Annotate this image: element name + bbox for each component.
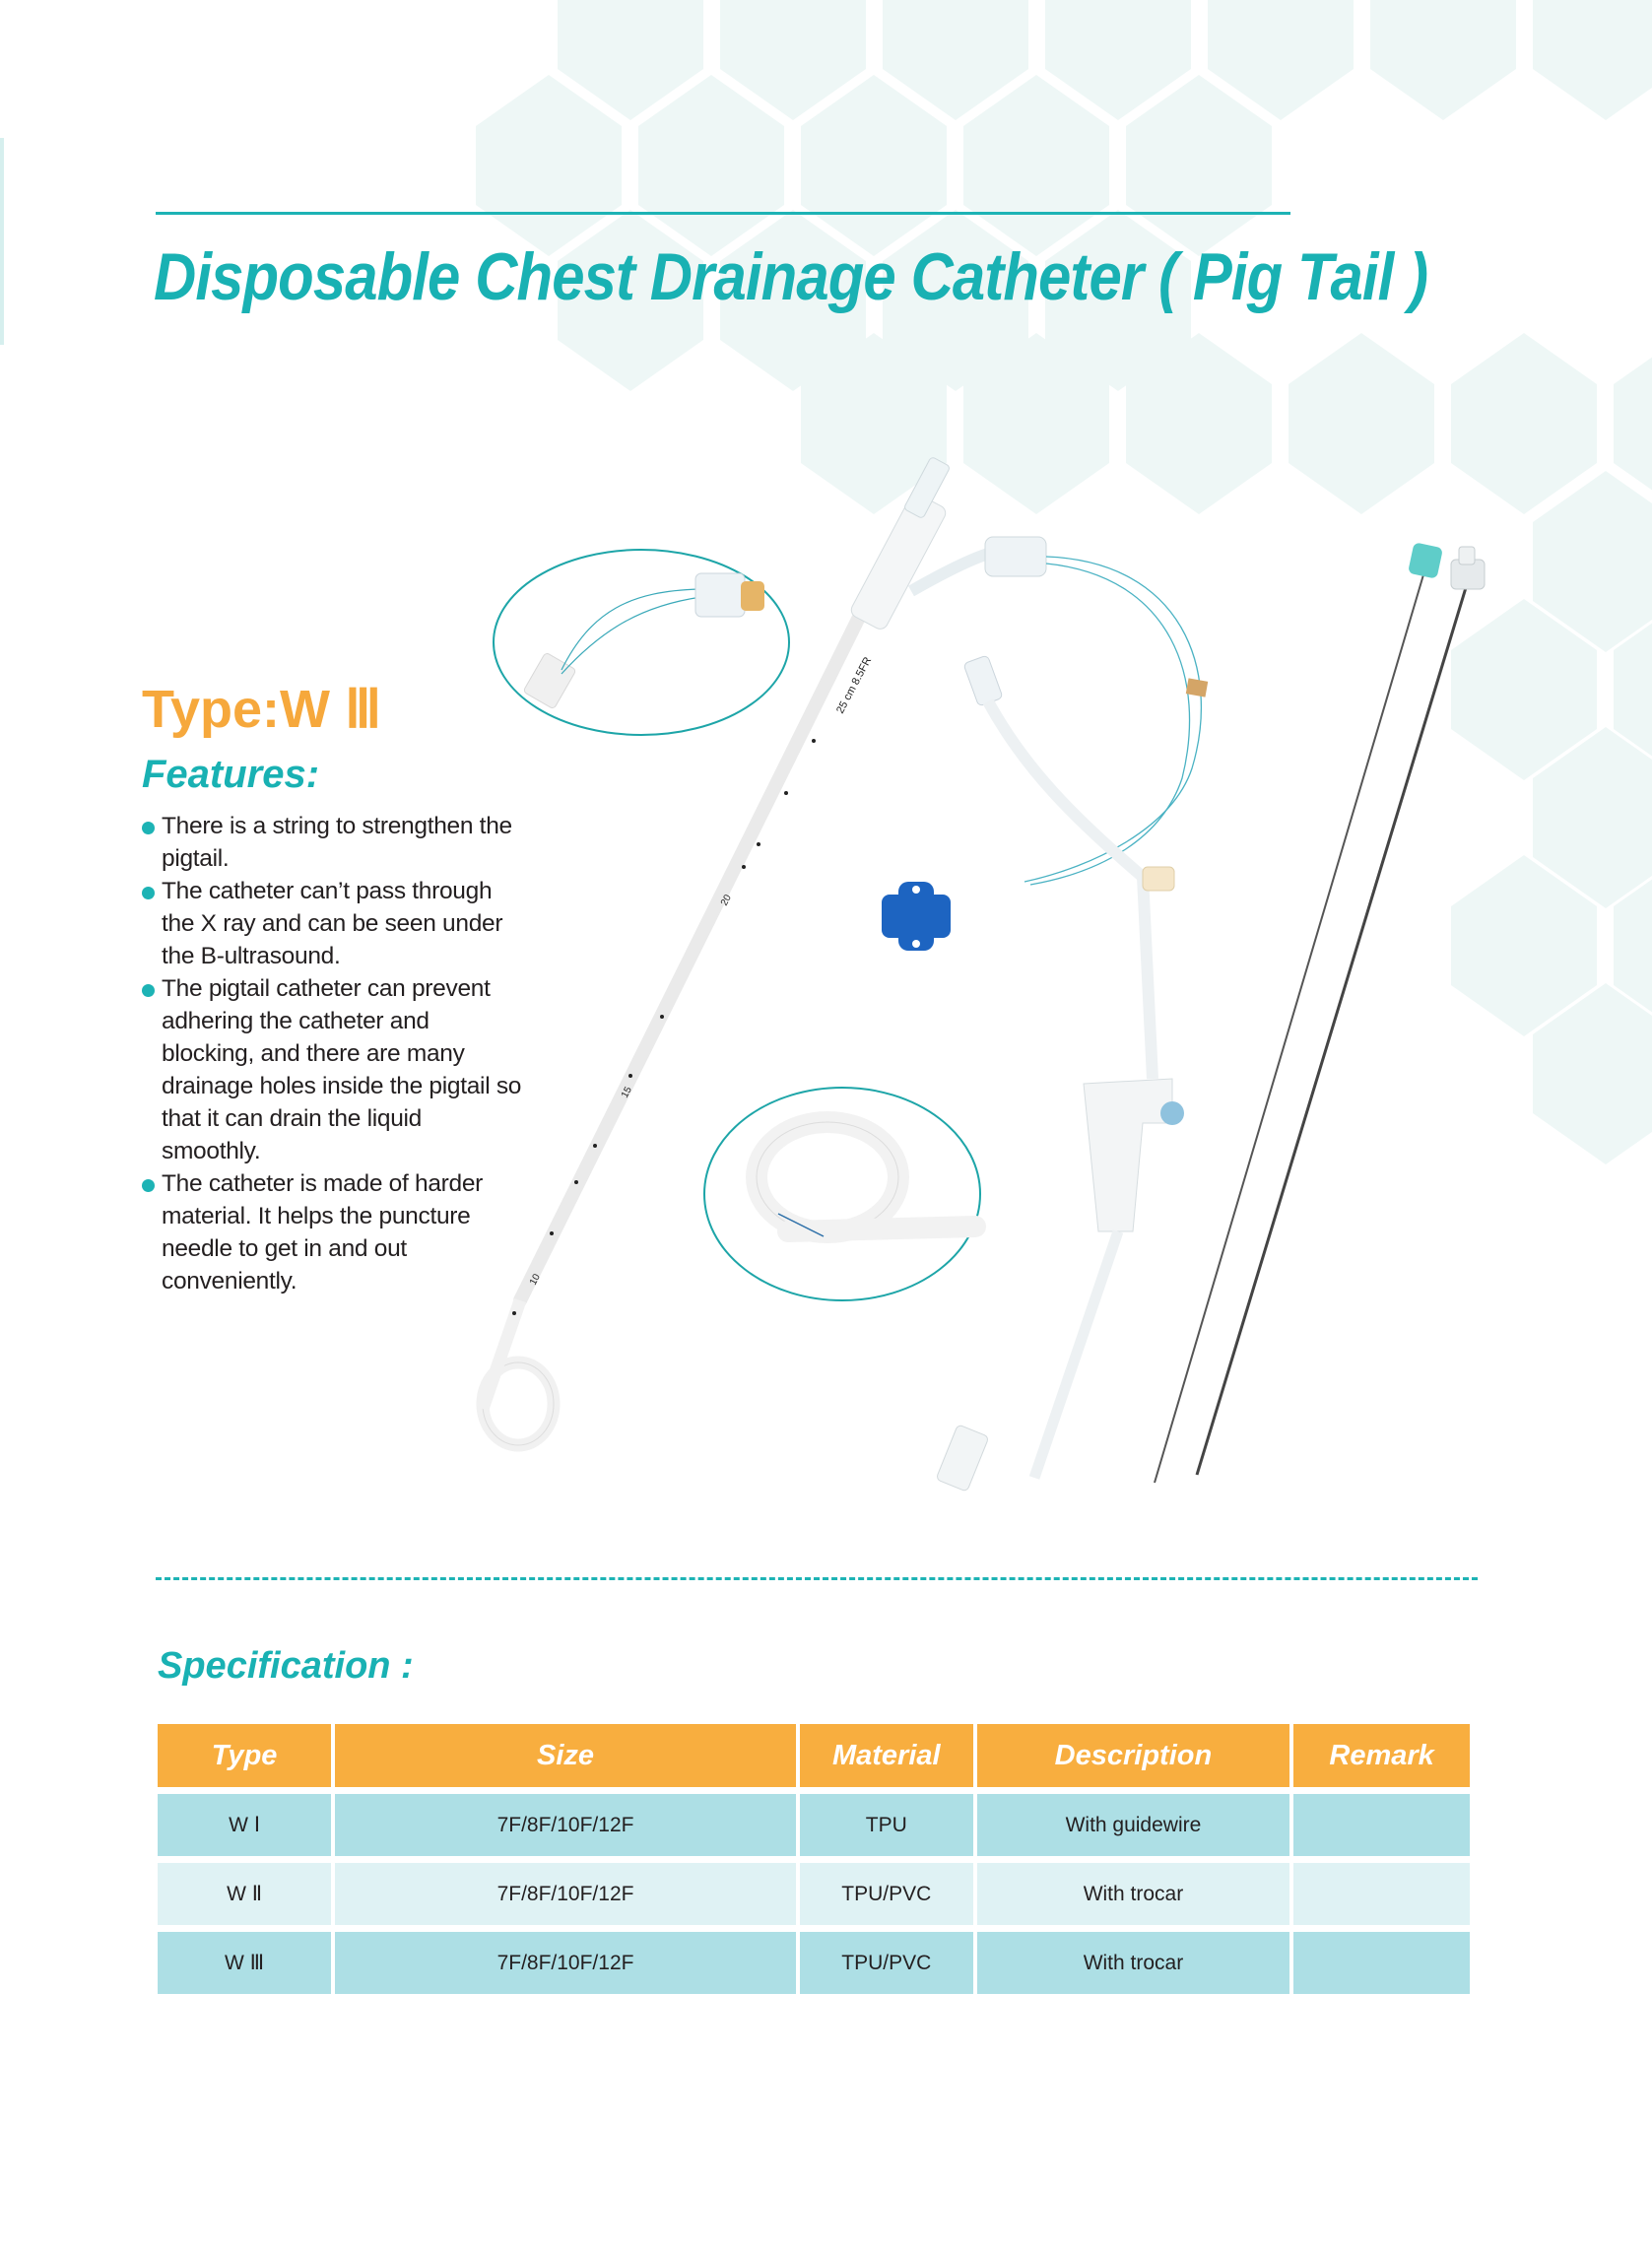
table-row	[158, 1863, 1470, 1925]
specification-heading: Specification :	[158, 1645, 414, 1687]
bullet-icon	[142, 887, 155, 899]
cell-material: TPU/PVC	[800, 1863, 973, 1925]
cell-material: TPU	[800, 1794, 973, 1856]
cell-size: 7F/8F/10F/12F	[335, 1794, 796, 1856]
feature-item: The catheter is made of harder material. It helps the puncture needle to get in and out conveniently.	[140, 1167, 524, 1297]
feature-item: The catheter can’t pass through the X ray and can be seen under the B-ultrasound.	[140, 875, 524, 972]
svg-text:15: 15	[619, 1085, 634, 1100]
product-type-label: Type:W Ⅲ	[142, 680, 382, 739]
drainage-tubing	[936, 655, 1184, 1492]
cell-size: 7F/8F/10F/12F	[335, 1932, 796, 1994]
bullet-icon	[142, 822, 155, 834]
hub-detail-callout	[494, 550, 789, 735]
column-header-size: Size	[335, 1724, 796, 1787]
features-heading: Features:	[142, 753, 320, 796]
cell-type: W Ⅲ	[158, 1932, 331, 1994]
cell-remark	[1293, 1794, 1470, 1856]
bullet-icon	[142, 1179, 155, 1192]
cell-description: With guidewire	[977, 1794, 1289, 1856]
table-row	[158, 1932, 1470, 1994]
svg-text:20: 20	[718, 893, 734, 908]
column-header-description: Description	[977, 1724, 1289, 1787]
column-header-remark: Remark	[1293, 1724, 1470, 1787]
features-list	[140, 810, 524, 1297]
feature-item: The pigtail catheter can prevent adhering the catheter and blocking, and there are many drainage holes inside the pigtail so that it can drain the liquid smoothly.	[140, 972, 524, 1167]
table-row	[158, 1794, 1470, 1856]
column-header-material: Material	[800, 1724, 973, 1787]
cell-description: With trocar	[977, 1863, 1289, 1925]
page-title: Disposable Chest Drainage Catheter ( Pig Tail )	[154, 239, 1428, 314]
svg-text:10: 10	[527, 1272, 543, 1288]
cell-size: 7F/8F/10F/12F	[335, 1863, 796, 1925]
cell-material: TPU/PVC	[800, 1932, 973, 1994]
guide-string	[1024, 557, 1208, 885]
bullet-icon	[142, 984, 155, 997]
section-divider	[156, 1577, 1478, 1580]
fixation-clip	[882, 882, 951, 951]
cell-type: W Ⅱ	[158, 1863, 331, 1925]
column-header-type: Type	[158, 1724, 331, 1787]
pigtail-detail-callout	[704, 1088, 980, 1300]
cell-type: W Ⅰ	[158, 1794, 331, 1856]
feature-item: There is a string to strengthen the pigtail.	[140, 810, 524, 875]
svg-text:25 cm 8.5FR: 25 cm 8.5FR	[834, 655, 875, 716]
table-header-row	[158, 1724, 1470, 1787]
cell-description: With trocar	[977, 1932, 1289, 1994]
cell-remark	[1293, 1932, 1470, 1994]
cell-remark	[1293, 1863, 1470, 1925]
specification-table	[154, 1717, 1474, 2001]
